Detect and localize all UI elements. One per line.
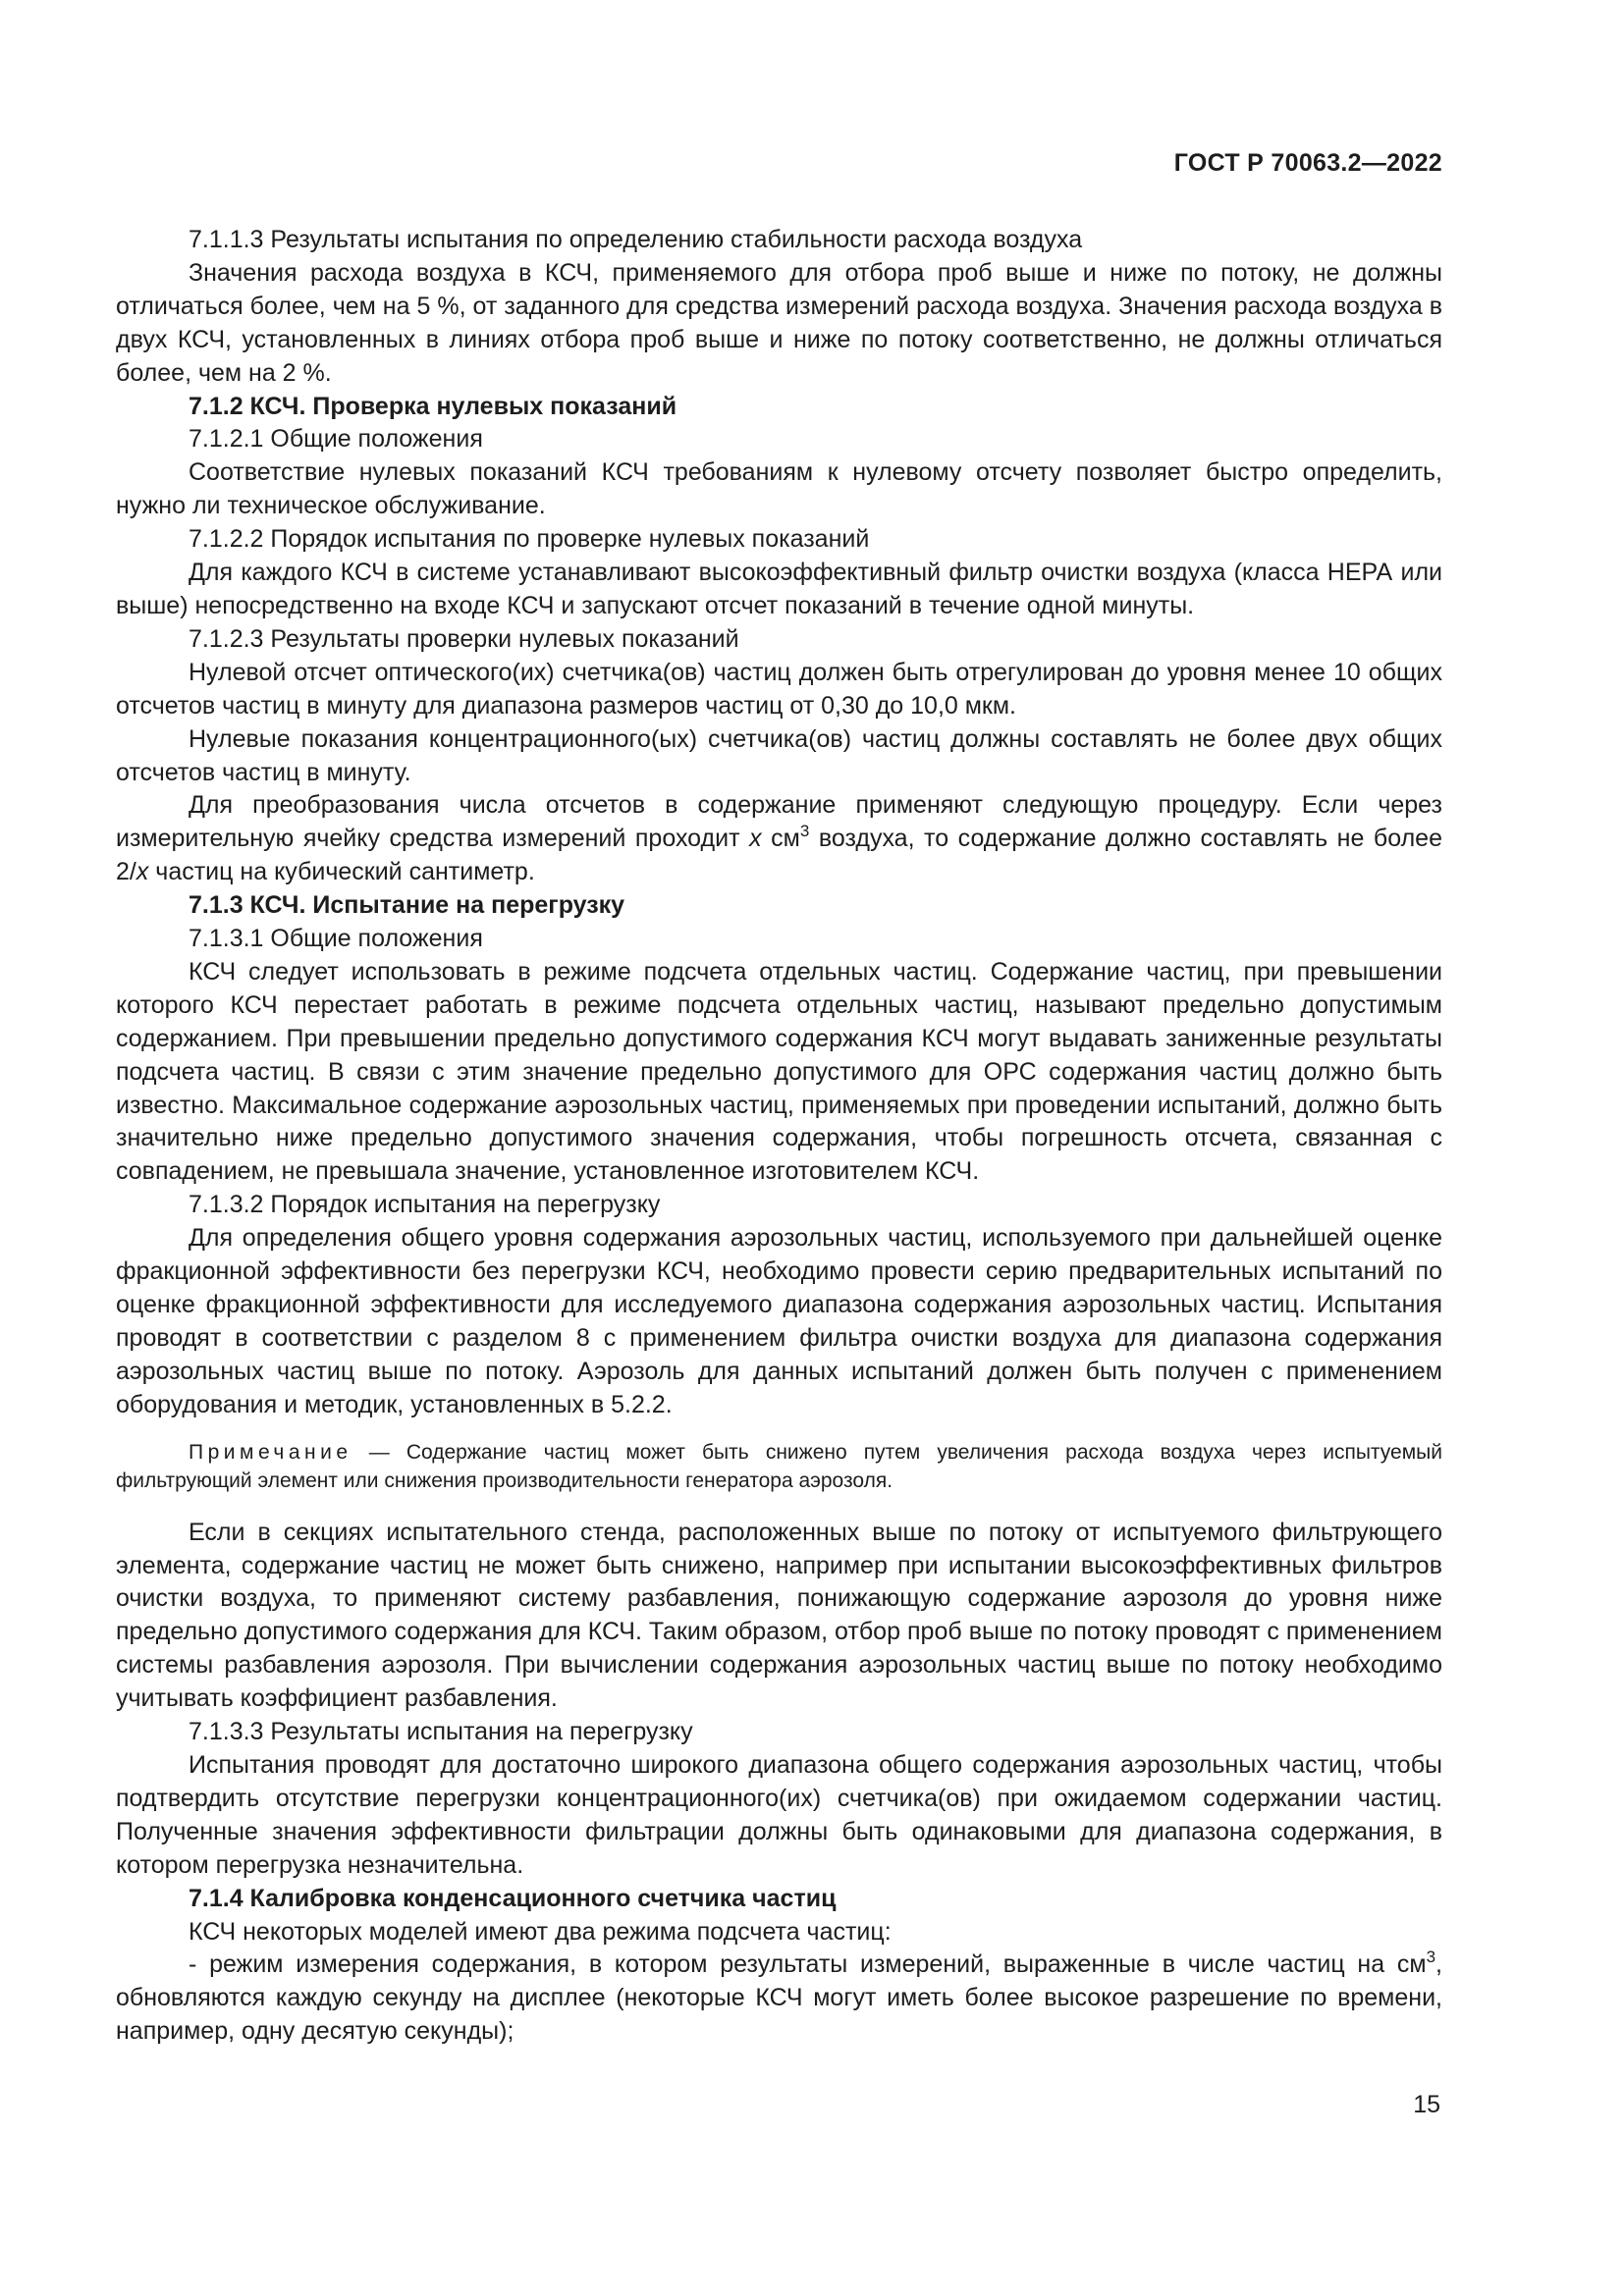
superscript: 3: [1426, 1948, 1436, 1967]
note-text: — Содержание частиц может быть снижено путем увеличения расхода воздуха через испытуемый фильтрующий элемент или снижения производительности генератора аэрозоля.: [116, 1440, 1442, 1492]
note: [116, 1438, 1442, 1495]
variable-x: x: [749, 825, 762, 853]
note-label: Примечание: [189, 1440, 352, 1464]
paragraph: Испытания проводят для достаточно широкого диапазона общего содержания аэрозольных частиц, чтобы подтвердить отсутствие перегрузки концентрационного(их) счетчика(ов) при ожидаемом содержании частиц. Полученные значения эффективности фильтрации должны быть одинаковыми для диапазона содержания, в котором перегрузка незначительна.: [116, 1750, 1442, 1879]
paragraph: Для определения общего уровня содержания аэрозольных частиц, используемого при дальнейшей оценке фракционной эффективности без перегрузки КСЧ, необходимо провести серию предварительных испытаний по оценке фракционной эффективности для исследуемого диапазона содержания аэрозольных частиц. Испытания проводят в соответствии с разделом 8 с применением фильтра очистки воздуха для диапазона содержания аэрозольных частиц выше по потоку. Аэрозоль для данных испытаний должен быть получен с применением оборудования и методик, установленных в 5.2.2.: [116, 1224, 1442, 1418]
page-number: 15: [1413, 2091, 1440, 2118]
section-heading: 7.1.3 КСЧ. Испытание на перегрузку: [189, 891, 625, 920]
paragraph: 7.1.3.3 Результаты испытания на перегрузку: [189, 1718, 693, 1746]
paragraph: КСЧ следует использовать в режиме подсчета отдельных частиц. Содержание частиц, при превышении которого КСЧ перестает работать в режиме подсчета отдельных частиц, называют предельно допустимым содержанием. При превышении предельно допустимого содержания КСЧ могут выдавать заниженные результаты подсчета частиц. В связи с этим значение предельно допустимого для ОРС содержания частиц должно быть известно. Максимальное содержание аэрозольных частиц, применяемых при проведении испытаний, должно быть значительно ниже предельно допустимого значения содержания, чтобы погрешность отсчета, связанная с совпадением, не превышала значение, установленное изготовителем КСЧ.: [116, 957, 1442, 1186]
text-span: частиц на кубический сантиметр.: [148, 858, 535, 886]
paragraph: [116, 789, 1442, 889]
paragraph: 7.1.3.1 Общие положения: [189, 925, 483, 953]
paragraph: 7.1.2.1 Общие положения: [189, 425, 483, 454]
paragraph: Нулевой отсчет оптического(их) счетчика(ов) частиц должен быть отрегулирован до уровня менее 10 общих отсчетов частиц в минуту для диапазона размеров частиц от 0,30 до 10,0 мкм.: [116, 658, 1442, 720]
section-heading: 7.1.2 КСЧ. Проверка нулевых показаний: [189, 392, 677, 420]
paragraph: Значения расхода воздуха в КСЧ, применяемого для отбора проб выше и ниже по потоку, не должны отличаться более, чем на 5 %, от заданного для средства измерений расхода воздуха. Значения расхода воздуха в двух КСЧ, установленных в линиях отбора проб выше и ниже по потоку соответственно, не должны отличаться более, чем на 2 %.: [116, 258, 1442, 387]
paragraph: 7.1.1.3 Результаты испытания по определению стабильности расхода воздуха: [189, 226, 1083, 253]
text-span: Для преобразования числа отсчетов в содержание применяют следующую процедуру. Если через измерительную ячейку средства измерений проходит: [116, 791, 1442, 853]
paragraph: 7.1.2.3 Результаты проверки нулевых показаний: [189, 624, 739, 653]
text-span: , обновляются каждую секунду на дисплее (некоторые КСЧ могут иметь более высокое разрешение по времени, например, одну десятую секунды);: [116, 1950, 1442, 2046]
paragraph: Если в секциях испытательного стенда, расположенных выше по потоку от испытуемого фильтрующего элемента, содержание частиц не может быть снижено, например при испытании высокоэффективных фильтров очистки воздуха, то применяют систему разбавления, понижающую содержание аэрозоля до уровня ниже предельно допустимого содержания для КСЧ. Таким образом, отбор проб выше по потоку проводят с применением системы разбавления аэрозоля. При вычислении содержания аэрозольных частиц выше по потоку необходимо учитывать коэффициент разбавления.: [116, 1518, 1442, 1713]
paragraph: Соответствие нулевых показаний КСЧ требованиям к нулевому отсчету позволяет быстро определить, нужно ли техническое обслуживание.: [116, 458, 1442, 520]
variable-x: x: [135, 858, 149, 886]
section-heading: 7.1.4 Калибровка конденсационного счетчика частиц: [189, 1884, 837, 1912]
document-body: [116, 224, 1442, 2049]
text-span: воздуха, то содержание должно составлять не более 2/: [116, 825, 1442, 886]
paragraph: [116, 1949, 1442, 2049]
standard-number: ГОСТ Р 70063.2—2022: [1173, 149, 1442, 177]
paragraph: 7.1.3.2 Порядок испытания на перегрузку: [189, 1191, 661, 1219]
superscript: 3: [799, 822, 810, 841]
paragraph: 7.1.2.2 Порядок испытания по проверке нулевых показаний: [189, 525, 870, 554]
paragraph: КСЧ некоторых моделей имеют два режима подсчета частиц:: [189, 1917, 892, 1946]
paragraph: Нулевые показания концентрационного(ых) счетчика(ов) частиц должны составлять не более двух общих отсчетов частиц в минуту.: [116, 724, 1442, 786]
text-span: - режим измерения содержания, в котором результаты измерений, выраженные в числе частиц на см: [189, 1950, 1427, 1979]
text-span: см: [761, 825, 800, 853]
paragraph: Для каждого КСЧ в системе устанавливают высокоэффективный фильтр очистки воздуха (класса НЕРА или выше) непосредственно на входе КСЧ и запускают отсчет показаний в течение одной минуты.: [116, 559, 1442, 619]
